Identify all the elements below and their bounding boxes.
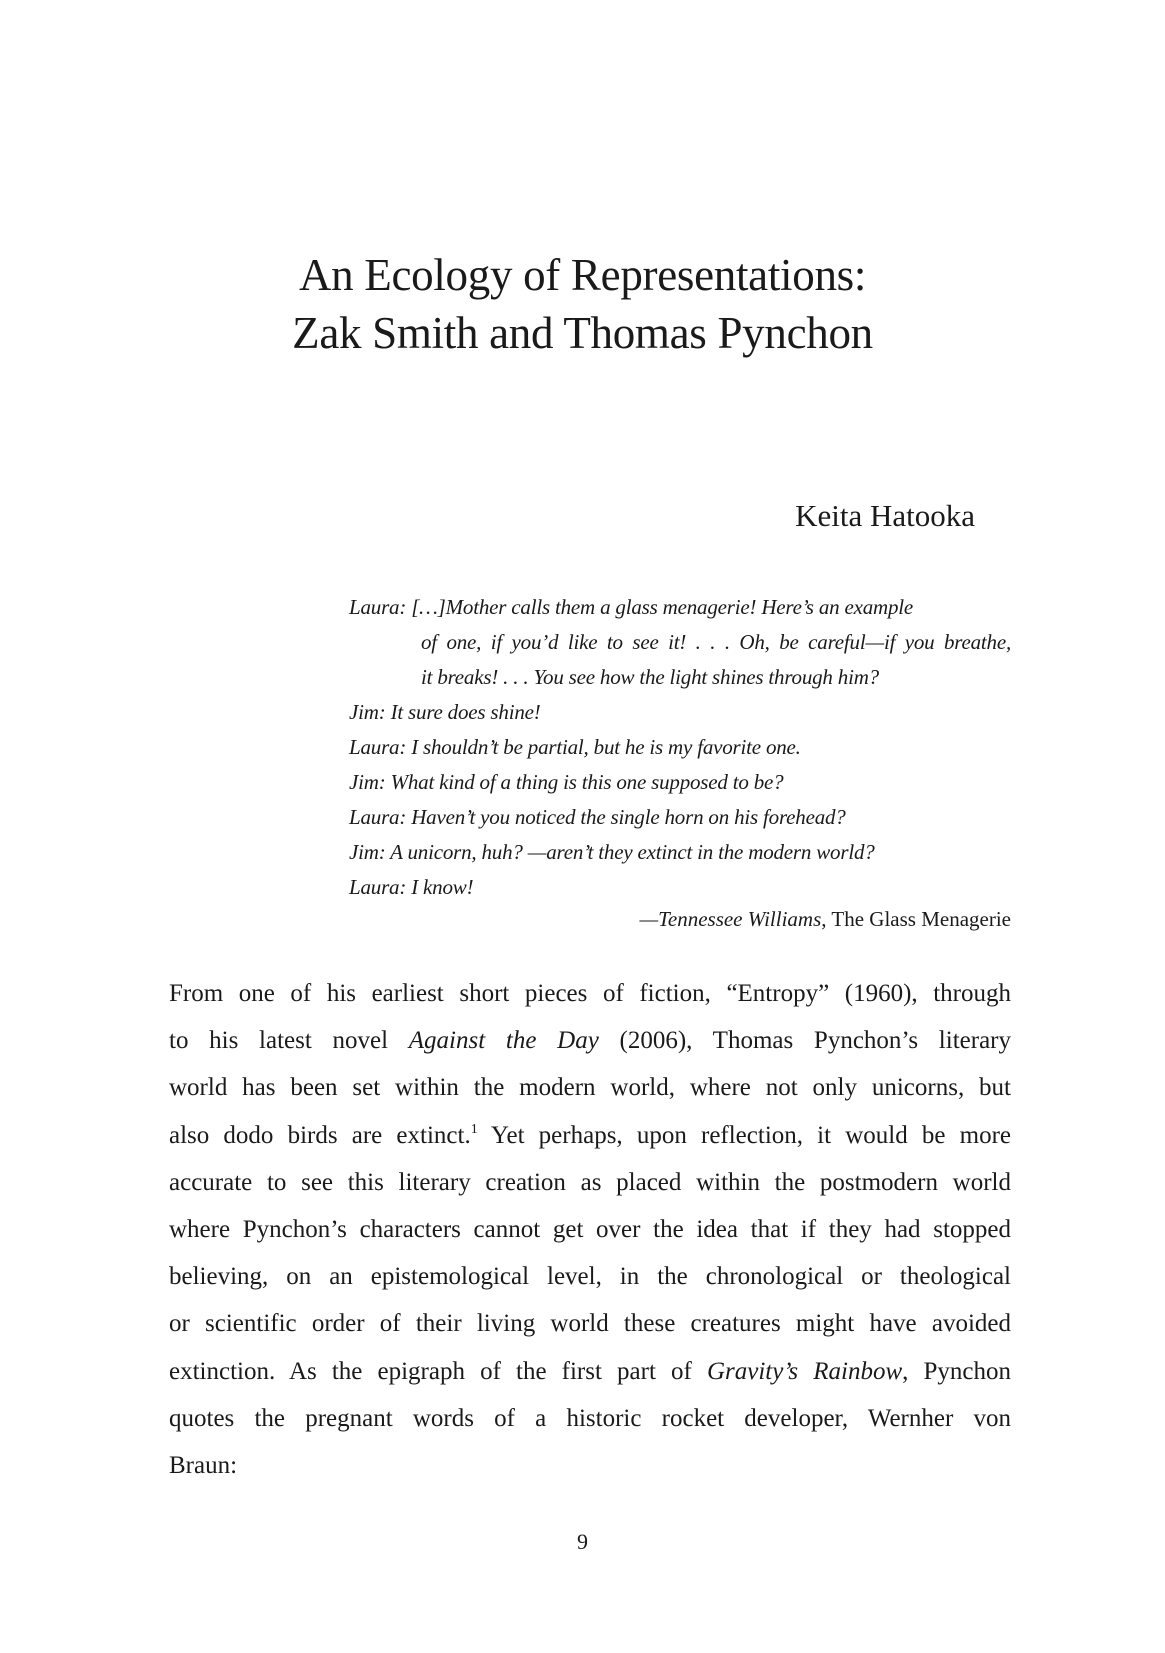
epigraph-line: it breaks! . . . You see how the light shines through him? xyxy=(421,665,879,689)
body-text-run: to his latest novel xyxy=(169,1027,409,1055)
body-line xyxy=(169,1348,1011,1395)
body-text-run: also dodo birds are extinct. xyxy=(169,1121,471,1149)
attribution-author: —Tennessee Williams xyxy=(639,907,822,931)
attribution-separator: , xyxy=(821,907,832,931)
body-line: quotes the pregnant words of a historic rocket developer, Wernher von xyxy=(169,1404,1011,1432)
epigraph-line: Laura: I shouldn’t be partial, but he is my favorite one. xyxy=(349,735,801,759)
body-line: believing, on an epistemological level, in the chronological or theological xyxy=(169,1263,1011,1291)
author-name: Keita Hatooka xyxy=(795,498,975,533)
epigraph xyxy=(349,590,1011,905)
page-number: 9 xyxy=(577,1529,588,1554)
body-line: From one of his earliest short pieces of fiction, “Entropy” (1960), through xyxy=(169,980,1011,1007)
body-paragraph xyxy=(169,970,1011,1489)
article-title-line-1: An Ecology of Representations: xyxy=(298,250,867,300)
body-text-run: , Pynchon xyxy=(902,1357,1011,1385)
body-line: Braun: xyxy=(169,1452,238,1480)
body-line: or scientific order of their living world these creatures might have avoided xyxy=(169,1310,1011,1338)
body-line xyxy=(169,1017,1011,1064)
epigraph-line: Laura: Haven’t you noticed the single horn on his forehead? xyxy=(349,805,846,829)
epigraph-line: of one, if you’d like to see it! . . . Oh, be careful—if you breathe, xyxy=(421,630,1011,654)
article-title-line-2: Zak Smith and Thomas Pynchon xyxy=(292,308,873,358)
body-text-run: (2006), Thomas Pynchon’s literary xyxy=(598,1027,1011,1055)
epigraph-line: Laura: I know! xyxy=(349,875,474,899)
body-line xyxy=(169,1112,1011,1159)
attribution-work: The Glass Menagerie xyxy=(831,907,1011,931)
epigraph-line: Jim: A unicorn, huh? —aren’t they extinct in the modern world? xyxy=(349,840,875,864)
epigraph-line: Jim: It sure does shine! xyxy=(349,700,541,724)
body-line: where Pynchon’s characters cannot get over the idea that if they had stopped xyxy=(169,1216,1011,1244)
footnote-marker: 1 xyxy=(470,1121,478,1137)
body-line: accurate to see this literary creation as placed within the postmodern world xyxy=(169,1168,1011,1196)
book-title-gravitys-rainbow: Gravity’s Rainbow xyxy=(706,1357,903,1385)
epigraph-attribution xyxy=(639,904,1011,934)
book-title-against-the-day: Against the Day xyxy=(408,1027,599,1055)
body-line: world has been set within the modern world, where not only unicorns, but xyxy=(169,1074,1011,1102)
article-title xyxy=(0,246,1165,362)
epigraph-line: Laura: […]Mother calls them a glass menagerie! Here’s an example xyxy=(349,595,914,619)
body-text-run: Yet perhaps, upon reflection, it would be more xyxy=(477,1121,1011,1149)
epigraph-line: Jim: What kind of a thing is this one supposed to be? xyxy=(349,770,784,794)
body-text-run: extinction. As the epigraph of the first part of xyxy=(169,1357,707,1385)
